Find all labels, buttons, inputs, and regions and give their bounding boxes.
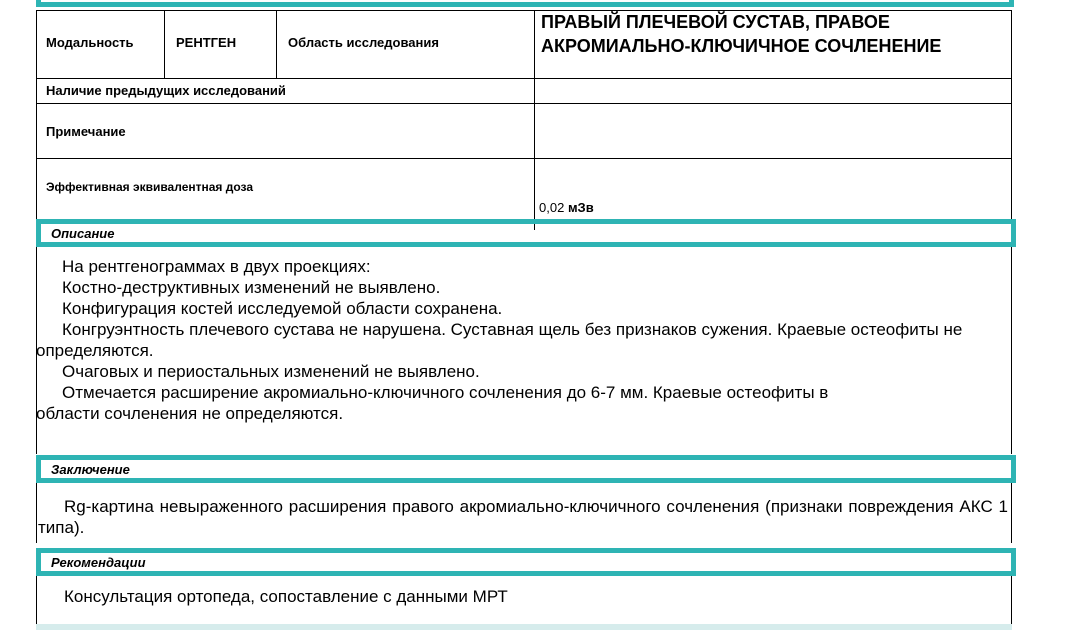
area-label: Область исследования <box>288 35 439 50</box>
previous-studies-label: Наличие предыдущих исследований <box>46 83 286 98</box>
border-right <box>1011 247 1012 454</box>
description-line: Отмечается расширение акромиально-ключичного сочленения до 6-7 мм. Краевые остеофиты в области сочленения не определяются. <box>36 383 829 423</box>
grid-line <box>276 10 277 78</box>
grid-line <box>1011 10 1012 230</box>
note-label: Примечание <box>46 124 126 139</box>
dose-number: 0,02 <box>539 200 565 215</box>
page-bottom-strip <box>36 624 1012 630</box>
conclusion-heading: Заключение <box>51 462 130 477</box>
description-line: Костно-деструктивных изменений не выявлено. <box>62 278 441 297</box>
border-left <box>36 576 37 630</box>
modality-value: РЕНТГЕН <box>176 35 237 50</box>
border-left <box>36 483 37 543</box>
dose-label: Эффективная эквивалентная доза <box>46 180 254 194</box>
area-value <box>541 10 941 58</box>
recommendations-heading: Рекомендации <box>51 555 146 570</box>
description-line: На рентгенограммах в двух проекциях: <box>62 257 371 276</box>
study-info-table <box>36 10 1012 230</box>
dose-unit: мЗв <box>567 200 594 215</box>
grid-line <box>36 78 1012 79</box>
border-right <box>1011 576 1012 630</box>
area-value-line1: ПРАВЫЙ ПЛЕЧЕВОЙ СУСТАВ, ПРАВОЕ <box>541 12 890 32</box>
description-line: Очаговых и периостальных изменений не выявлено. <box>62 362 480 381</box>
description-header <box>36 219 1016 247</box>
description-line: Конгруэнтность плечевого сустава не нарушена. Суставная щель без признаков сужения. Краевые остеофиты не определяются. <box>36 320 963 360</box>
grid-line <box>534 10 535 230</box>
grid-line <box>36 103 1012 104</box>
conclusion-header <box>36 455 1016 483</box>
grid-line <box>36 10 37 230</box>
grid-line <box>164 10 165 78</box>
area-value-line2: АКРОМИАЛЬНО-КЛЮЧИЧНОЕ СОЧЛЕНЕНИЕ <box>541 36 942 56</box>
previous-section-frame <box>36 0 1014 7</box>
description-heading: Описание <box>51 226 115 241</box>
recommendations-header <box>36 548 1016 576</box>
dose-value <box>539 200 594 215</box>
description-text <box>36 256 996 424</box>
border-right <box>1011 483 1012 543</box>
recommendations-text: Консультация ортопеда, сопоставление с данными МРТ <box>64 587 508 606</box>
conclusion-text: Rg-картина невыраженного расширения правого акромиально-ключичного сочленения (признаки повреждения АКС 1 типа). <box>38 497 1008 537</box>
modality-label: Модальность <box>46 35 134 50</box>
grid-line <box>36 158 1012 159</box>
description-line: Конфигурация костей исследуемой области сохранена. <box>62 299 503 318</box>
